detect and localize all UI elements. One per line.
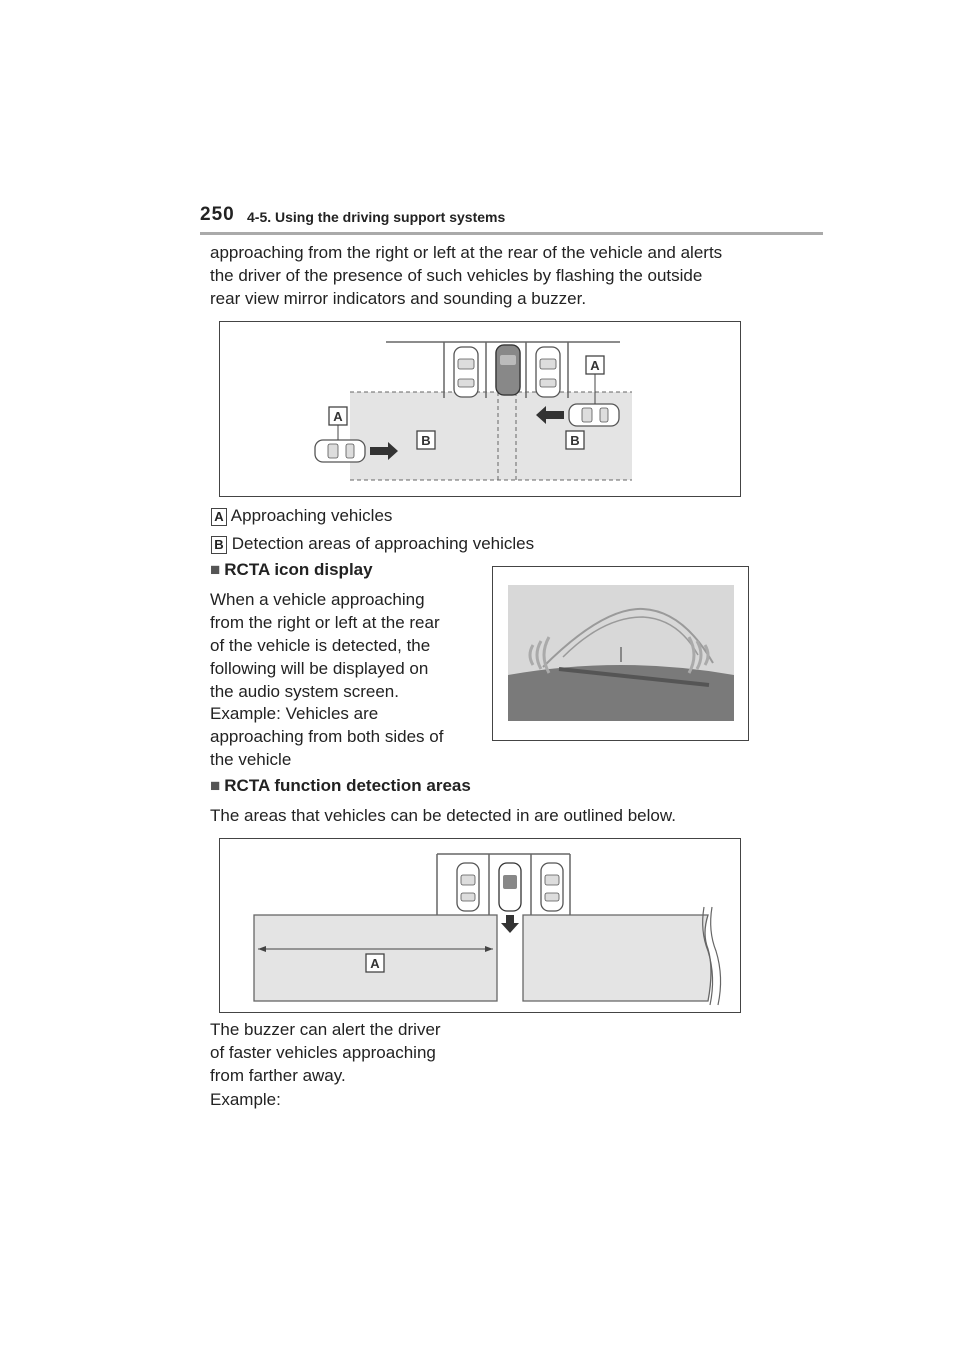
intro-line-2: the driver of the presence of such vehicles by flashing the outside	[210, 266, 703, 285]
icon-display-example	[210, 702, 480, 771]
detection-areas-body: The areas that vehicles can be detected in are outlined below.	[210, 806, 676, 825]
figure-detection-areas-drawing	[220, 839, 740, 1012]
legend-text-a: Approaching vehicles	[230, 506, 393, 525]
icon-display-example-line-2: approaching from both sides of	[210, 727, 444, 746]
buzzer-body	[210, 1018, 480, 1087]
buzzer-line-3: from farther away.	[210, 1066, 346, 1085]
intro-line-1: approaching from the right or left at the rear of the vehicle and alerts	[210, 243, 723, 262]
page-number: 250	[200, 204, 235, 225]
icon-display-line-5: the audio system screen.	[210, 682, 399, 701]
figure1-label-b-right: B	[570, 433, 580, 448]
detection-areas-heading	[210, 776, 471, 796]
buzzer-line-1: The buzzer can alert the driver	[210, 1020, 441, 1039]
icon-display-line-3: of the vehicle is detected, the	[210, 636, 431, 655]
icon-display-line-1: When a vehicle approaching	[210, 590, 425, 609]
approaching-vehicle-right	[569, 404, 619, 426]
approaching-vehicle-left	[315, 440, 365, 462]
icon-display-line-2: from the right or left at the rear	[210, 613, 440, 632]
icon-display-heading	[210, 560, 373, 580]
square-bullet-icon: ■	[210, 776, 221, 795]
buzzer-line-2: of faster vehicles approaching	[210, 1043, 436, 1062]
header-rule	[200, 232, 823, 235]
intro-line-3: rear view mirror indicators and sounding a buzzer.	[210, 289, 587, 308]
figure2-label-a: A	[370, 956, 380, 971]
figure-rcta-overview	[219, 321, 741, 497]
legend-tag-a: A	[211, 508, 227, 526]
arrow-down-icon	[501, 915, 519, 933]
legend-item-b	[211, 532, 534, 555]
legend-tag-b: B	[211, 536, 227, 554]
legend-item-a	[211, 504, 392, 527]
square-bullet-icon: ■	[210, 560, 221, 579]
detection-areas-heading-text: RCTA function detection areas	[224, 776, 471, 795]
icon-display-body	[210, 588, 480, 703]
legend-text-b: Detection areas of approaching vehicles	[231, 534, 535, 553]
icon-display-heading-text: RCTA icon display	[224, 560, 373, 579]
figure-rcta-overview-drawing	[220, 322, 740, 496]
figure1-label-a-left: A	[333, 409, 343, 424]
figure-rcta-screen	[492, 566, 749, 741]
section-title: 4-5. Using the driving support systems	[247, 209, 506, 225]
figure1-label-b-left: B	[421, 433, 431, 448]
detection-area-right	[523, 915, 711, 1001]
icon-display-line-4: following will be displayed on	[210, 659, 429, 678]
icon-display-example-line-1: Example: Vehicles are	[210, 704, 379, 723]
intro-paragraph	[210, 241, 770, 310]
rear-camera-screen	[493, 567, 748, 740]
buzzer-example: Example:	[210, 1090, 281, 1109]
figure-detection-areas	[219, 838, 741, 1013]
figure1-label-a-right: A	[590, 358, 600, 373]
icon-display-example-line-3: the vehicle	[210, 750, 292, 769]
